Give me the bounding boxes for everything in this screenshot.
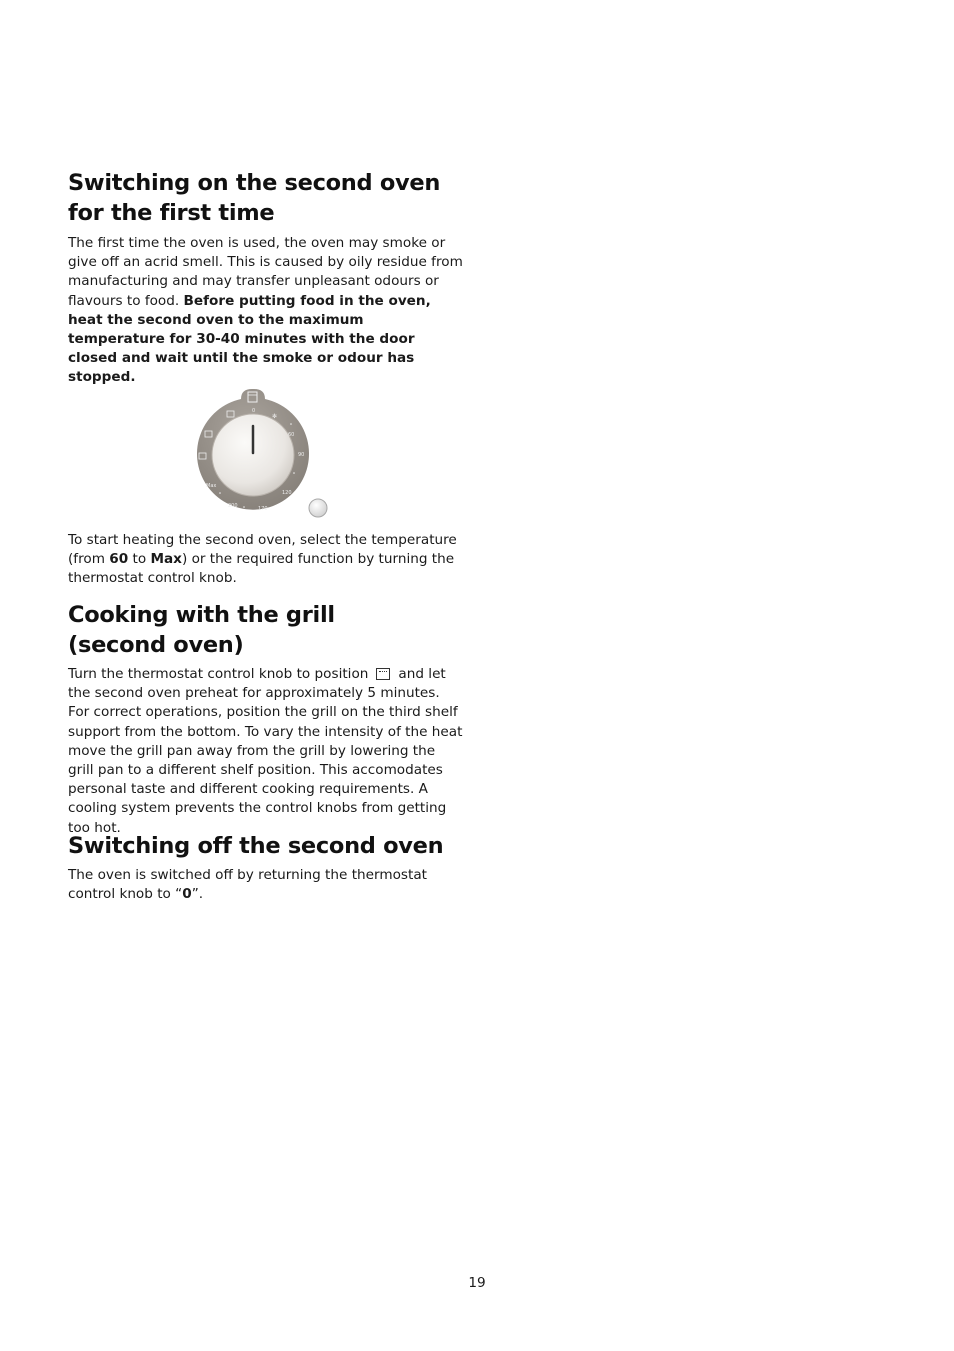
body-text: and let the second oven preheat for approximately 5 minutes. For correct operations, position the grill on the third shelf support from the bottom. To vary the intensity of the heat move the grill pan away from the grill by lowering the grill pan to a different shelf position. This accomodates personal taste and different cooking requirements. A cooling system prevents the control knobs from getting too hot. <box>68 666 463 836</box>
temp-min-value: 60 <box>109 551 129 568</box>
body-text: The first time the oven is used, the oven may smoke or give off an acrid smell. This is caused by oily residue from manufacturing and may transfer unpleasant odours or flavours to food. <box>68 235 463 309</box>
knob-label-120: 120 <box>282 490 292 496</box>
fan-icon: ✻ <box>272 413 278 420</box>
body-text: ”. <box>191 886 204 903</box>
section-body-switching-off <box>68 866 468 904</box>
body-text: ) or the required function by turning the thermostat control knob. <box>68 551 455 587</box>
page-number: 19 <box>468 1275 486 1291</box>
body-text: To start heating the second oven, select the temperature (from <box>68 532 457 568</box>
grill-symbol-icon <box>376 668 390 680</box>
section-heading-switching-off: Switching off the second oven <box>68 833 444 859</box>
knob-label-max: Max <box>206 483 217 489</box>
knob-label-200: 200 <box>228 503 238 509</box>
knob-label-60: 60 <box>288 432 295 438</box>
section-heading-switching-on: Switching on the second oven for the first time <box>68 170 441 226</box>
indicator-light <box>309 499 327 517</box>
knob-label-zero: 0 <box>252 408 256 414</box>
section-body-heating <box>68 531 464 589</box>
section-body-switching-on <box>68 234 464 388</box>
knob-label-170: 170 <box>258 506 268 512</box>
body-text-bold: Before putting food in the oven, heat the second oven to the maximum temperature for 30-40 minutes with the door closed and wait until the smoke or odour has stopped. <box>68 292 431 386</box>
temp-max-value: Max <box>150 551 182 568</box>
body-text: The oven is switched off by returning the thermostat control knob to “ <box>68 867 427 903</box>
thermostat-knob-illustration <box>186 381 336 521</box>
section-body-grill <box>68 665 464 838</box>
section-heading-grill: Cooking with the grill (second oven) <box>68 602 335 658</box>
off-position-value: 0 <box>182 886 192 903</box>
body-text: to <box>128 551 151 568</box>
knob-label-90: 90 <box>298 452 305 458</box>
body-text: Turn the thermostat control knob to position <box>68 666 369 682</box>
